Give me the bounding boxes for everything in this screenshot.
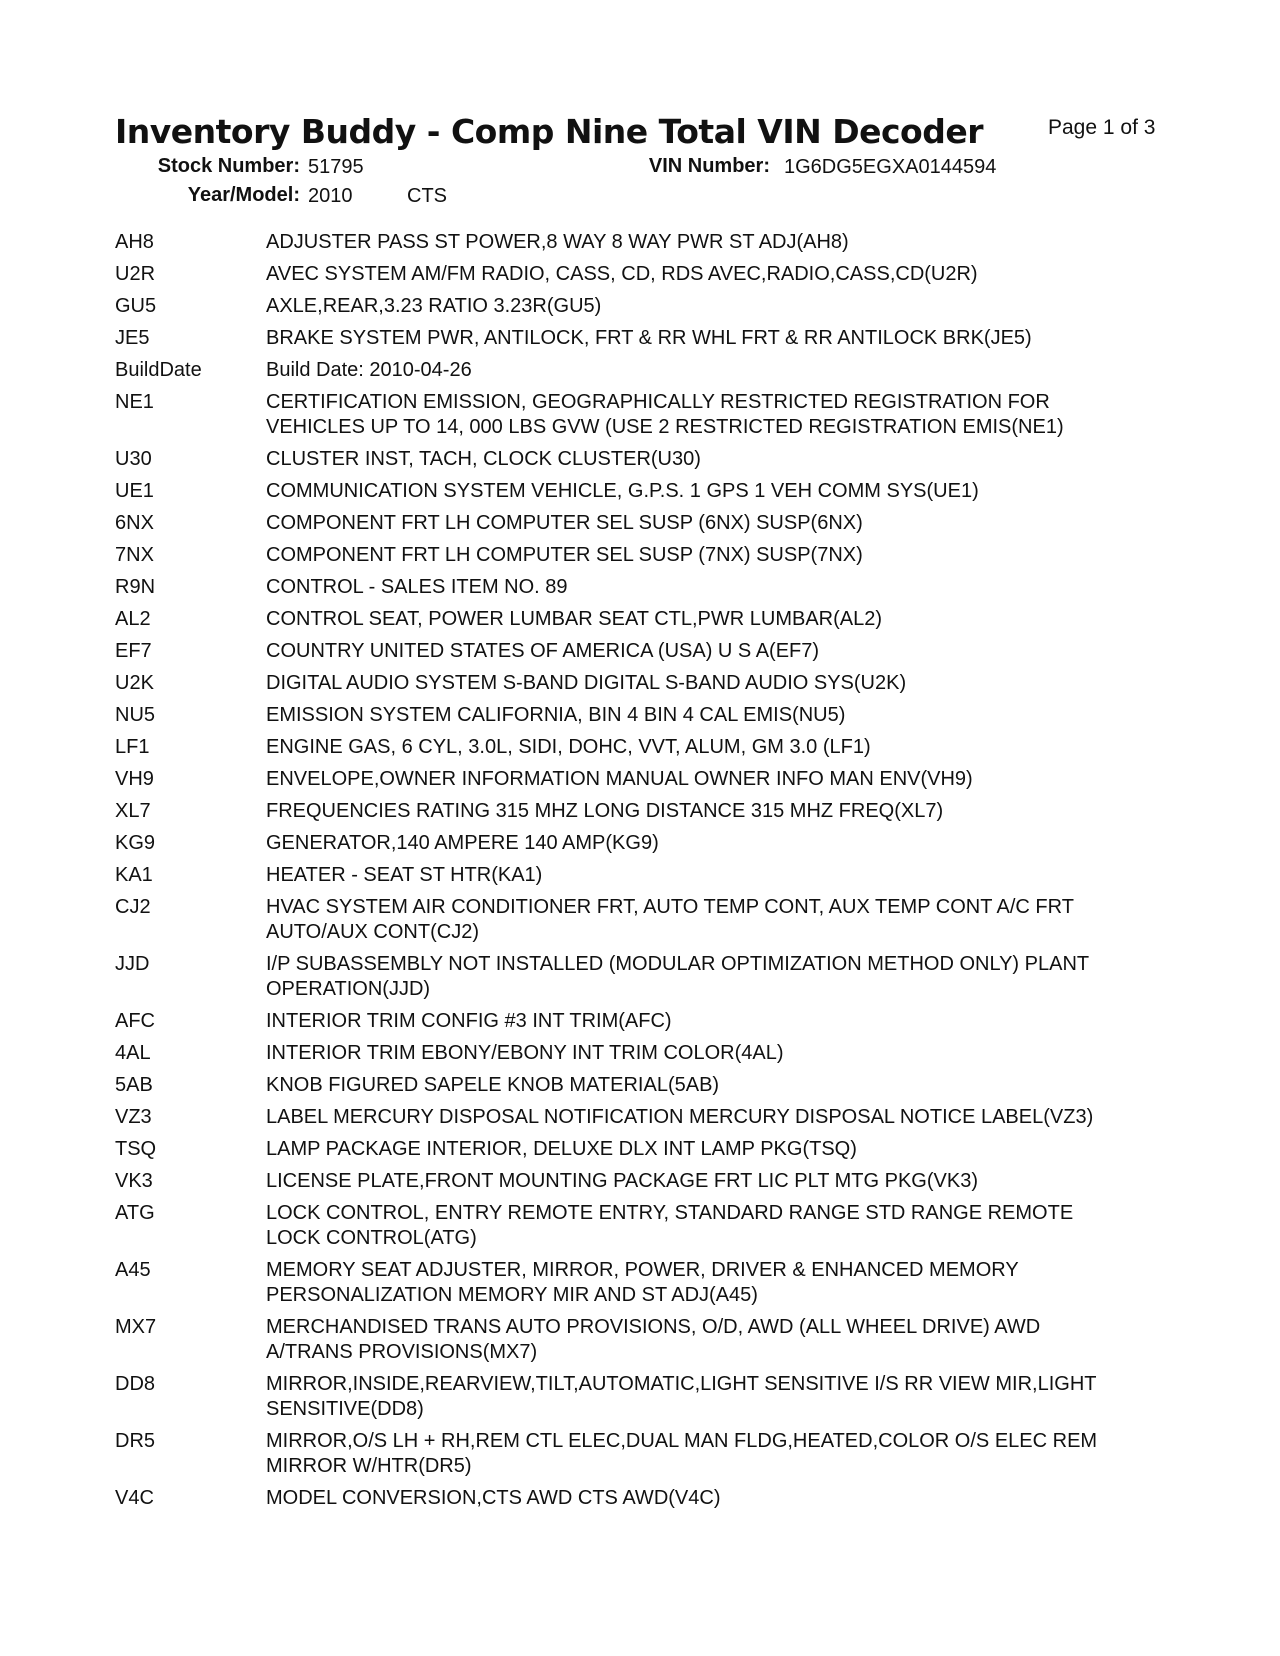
option-description: CLUSTER INST, TACH, CLOCK CLUSTER(U30) — [266, 448, 701, 470]
stock-number-value: 51795 — [308, 156, 364, 178]
option-code: GU5 — [115, 295, 157, 317]
option-code: 4AL — [115, 1042, 151, 1064]
option-code: 5AB — [115, 1074, 153, 1096]
option-description: COMPONENT FRT LH COMPUTER SEL SUSP (7NX) SUSP(7NX) — [266, 544, 863, 566]
option-row — [115, 607, 1185, 632]
option-row — [115, 799, 1185, 824]
option-list — [115, 230, 1185, 1518]
option-code: MX7 — [115, 1316, 157, 1338]
option-row — [115, 1372, 1185, 1422]
option-description: COUNTRY UNITED STATES OF AMERICA (USA) U S A(EF7) — [266, 640, 820, 662]
option-description: DIGITAL AUDIO SYSTEM S-BAND DIGITAL S-BAND AUDIO SYS(U2K) — [266, 672, 907, 694]
option-code: NE1 — [115, 391, 154, 413]
option-code: TSQ — [115, 1138, 157, 1160]
option-row — [115, 735, 1185, 760]
option-code: DD8 — [115, 1373, 156, 1395]
option-description: CONTROL - SALES ITEM NO. 89 — [266, 576, 568, 598]
option-row — [115, 1009, 1185, 1034]
option-code: U2R — [115, 263, 156, 285]
year-model-label: Year/Model: — [187, 184, 300, 206]
page-number: Page 1 of 3 — [1048, 116, 1156, 139]
option-description: AXLE,REAR,3.23 RATIO 3.23R(GU5) — [266, 295, 602, 317]
option-description: GENERATOR,140 AMPERE 140 AMP(KG9) — [266, 832, 659, 854]
option-code: R9N — [115, 576, 156, 598]
option-row — [115, 294, 1185, 319]
vin-number-label: VIN Number: — [648, 155, 770, 177]
option-row — [115, 479, 1185, 504]
option-description: COMPONENT FRT LH COMPUTER SEL SUSP (6NX) SUSP(6NX) — [266, 512, 863, 534]
option-row — [115, 575, 1185, 600]
option-row — [115, 952, 1185, 1002]
option-description: MEMORY SEAT ADJUSTER, MIRROR, POWER, DRIVER & ENHANCED MEMORY PERSONALIZATION MEMORY MIR AND ST ADJ(A45) — [266, 1259, 1019, 1306]
option-row — [115, 511, 1185, 536]
option-description: CONTROL SEAT, POWER LUMBAR SEAT CTL,PWR LUMBAR(AL2) — [266, 608, 883, 630]
option-code: V4C — [115, 1487, 154, 1509]
option-code: A45 — [115, 1259, 151, 1281]
option-description: ADJUSTER PASS ST POWER,8 WAY 8 WAY PWR ST ADJ(AH8) — [266, 231, 849, 253]
option-row — [115, 1073, 1185, 1098]
option-description: BRAKE SYSTEM PWR, ANTILOCK, FRT & RR WHL FRT & RR ANTILOCK BRK(JE5) — [266, 327, 1032, 349]
option-code: LF1 — [115, 736, 150, 758]
option-description: ENGINE GAS, 6 CYL, 3.0L, SIDI, DOHC, VVT, ALUM, GM 3.0 (LF1) — [266, 736, 871, 758]
model-value: CTS — [407, 185, 447, 207]
option-row — [115, 358, 1185, 383]
option-description: INTERIOR TRIM EBONY/EBONY INT TRIM COLOR(4AL) — [266, 1042, 784, 1064]
option-row — [115, 262, 1185, 287]
option-row — [115, 671, 1185, 696]
option-row — [115, 1429, 1185, 1479]
option-description: FREQUENCIES RATING 315 MHZ LONG DISTANCE 315 MHZ FREQ(XL7) — [266, 800, 944, 822]
option-description: HVAC SYSTEM AIR CONDITIONER FRT, AUTO TEMP CONT, AUX TEMP CONT A/C FRT AUTO/AUX CONT(CJ2) — [266, 896, 1074, 943]
option-code: ATG — [115, 1202, 155, 1224]
option-code: 6NX — [115, 512, 154, 534]
option-row — [115, 1169, 1185, 1194]
option-description: LOCK CONTROL, ENTRY REMOTE ENTRY, STANDARD RANGE STD RANGE REMOTE LOCK CONTROL(ATG) — [266, 1202, 1074, 1249]
option-row — [115, 1041, 1185, 1066]
option-description: KNOB FIGURED SAPELE KNOB MATERIAL(5AB) — [266, 1074, 720, 1096]
option-code: EF7 — [115, 640, 152, 662]
option-description: EMISSION SYSTEM CALIFORNIA, BIN 4 BIN 4 CAL EMIS(NU5) — [266, 704, 846, 726]
option-row — [115, 767, 1185, 792]
option-row — [115, 1315, 1185, 1365]
year-value: 2010 — [308, 185, 353, 207]
option-code: VH9 — [115, 768, 154, 790]
option-description: I/P SUBASSEMBLY NOT INSTALLED (MODULAR OPTIMIZATION METHOD ONLY) PLANT OPERATION(JJD) — [266, 953, 1090, 1000]
option-code: KG9 — [115, 832, 156, 854]
option-row — [115, 863, 1185, 888]
option-code: DR5 — [115, 1430, 156, 1452]
option-description: CERTIFICATION EMISSION, GEOGRAPHICALLY RESTRICTED REGISTRATION FOR VEHICLES UP TO 14, 000 LBS GVW (USE 2 RESTRICTED REGISTRATION EMIS(NE1) — [266, 391, 1064, 438]
option-code: XL7 — [115, 800, 151, 822]
option-description: MERCHANDISED TRANS AUTO PROVISIONS, O/D, AWD (ALL WHEEL DRIVE) AWD A/TRANS PROVISIONS(MX7) — [266, 1316, 1041, 1363]
page-title: Inventory Buddy - Comp Nine Total VIN Decoder — [115, 112, 983, 151]
option-code: CJ2 — [115, 896, 151, 918]
option-row — [115, 543, 1185, 568]
option-code: VK3 — [115, 1170, 153, 1192]
option-code: 7NX — [115, 544, 154, 566]
vin-number-value: 1G6DG5EGXA0144594 — [784, 156, 997, 178]
option-description: Build Date: 2010-04-26 — [266, 359, 472, 381]
option-row — [115, 1105, 1185, 1130]
option-code: AL2 — [115, 608, 151, 630]
option-description: HEATER - SEAT ST HTR(KA1) — [266, 864, 543, 886]
option-row — [115, 1258, 1185, 1308]
stock-number-label: Stock Number: — [157, 155, 300, 177]
option-code: BuildDate — [115, 359, 202, 381]
option-code: U2K — [115, 672, 154, 694]
option-description: MODEL CONVERSION,CTS AWD CTS AWD(V4C) — [266, 1487, 721, 1509]
option-description: MIRROR,INSIDE,REARVIEW,TILT,AUTOMATIC,LIGHT SENSITIVE I/S RR VIEW MIR,LIGHT SENSITIVE(DD8) — [266, 1373, 1097, 1420]
option-code: NU5 — [115, 704, 156, 726]
option-row — [115, 326, 1185, 351]
option-code: KA1 — [115, 864, 153, 886]
option-code: JJD — [115, 953, 150, 975]
option-description: LABEL MERCURY DISPOSAL NOTIFICATION MERCURY DISPOSAL NOTICE LABEL(VZ3) — [266, 1106, 1094, 1128]
option-row — [115, 447, 1185, 472]
option-description: ENVELOPE,OWNER INFORMATION MANUAL OWNER INFO MAN ENV(VH9) — [266, 768, 973, 790]
option-code: JE5 — [115, 327, 150, 349]
option-code: AFC — [115, 1010, 155, 1032]
option-description: AVEC SYSTEM AM/FM RADIO, CASS, CD, RDS AVEC,RADIO,CASS,CD(U2R) — [266, 263, 978, 285]
option-description: INTERIOR TRIM CONFIG #3 INT TRIM(AFC) — [266, 1010, 672, 1032]
option-row — [115, 639, 1185, 664]
option-description: LAMP PACKAGE INTERIOR, DELUXE DLX INT LAMP PKG(TSQ) — [266, 1138, 857, 1160]
option-row — [115, 703, 1185, 728]
option-code: UE1 — [115, 480, 154, 502]
option-row — [115, 895, 1185, 945]
option-code: AH8 — [115, 231, 154, 253]
option-code: U30 — [115, 448, 152, 470]
option-code: VZ3 — [115, 1106, 152, 1128]
option-description: LICENSE PLATE,FRONT MOUNTING PACKAGE FRT LIC PLT MTG PKG(VK3) — [266, 1170, 978, 1192]
option-description: COMMUNICATION SYSTEM VEHICLE, G.P.S. 1 GPS 1 VEH COMM SYS(UE1) — [266, 480, 979, 502]
option-row — [115, 1201, 1185, 1251]
option-row — [115, 1486, 1185, 1511]
option-row — [115, 390, 1185, 440]
option-row — [115, 831, 1185, 856]
option-row — [115, 1137, 1185, 1162]
option-row — [115, 230, 1185, 255]
option-description: MIRROR,O/S LH + RH,REM CTL ELEC,DUAL MAN FLDG,HEATED,COLOR O/S ELEC REM MIRROR W/HTR(DR5) — [266, 1430, 1098, 1477]
